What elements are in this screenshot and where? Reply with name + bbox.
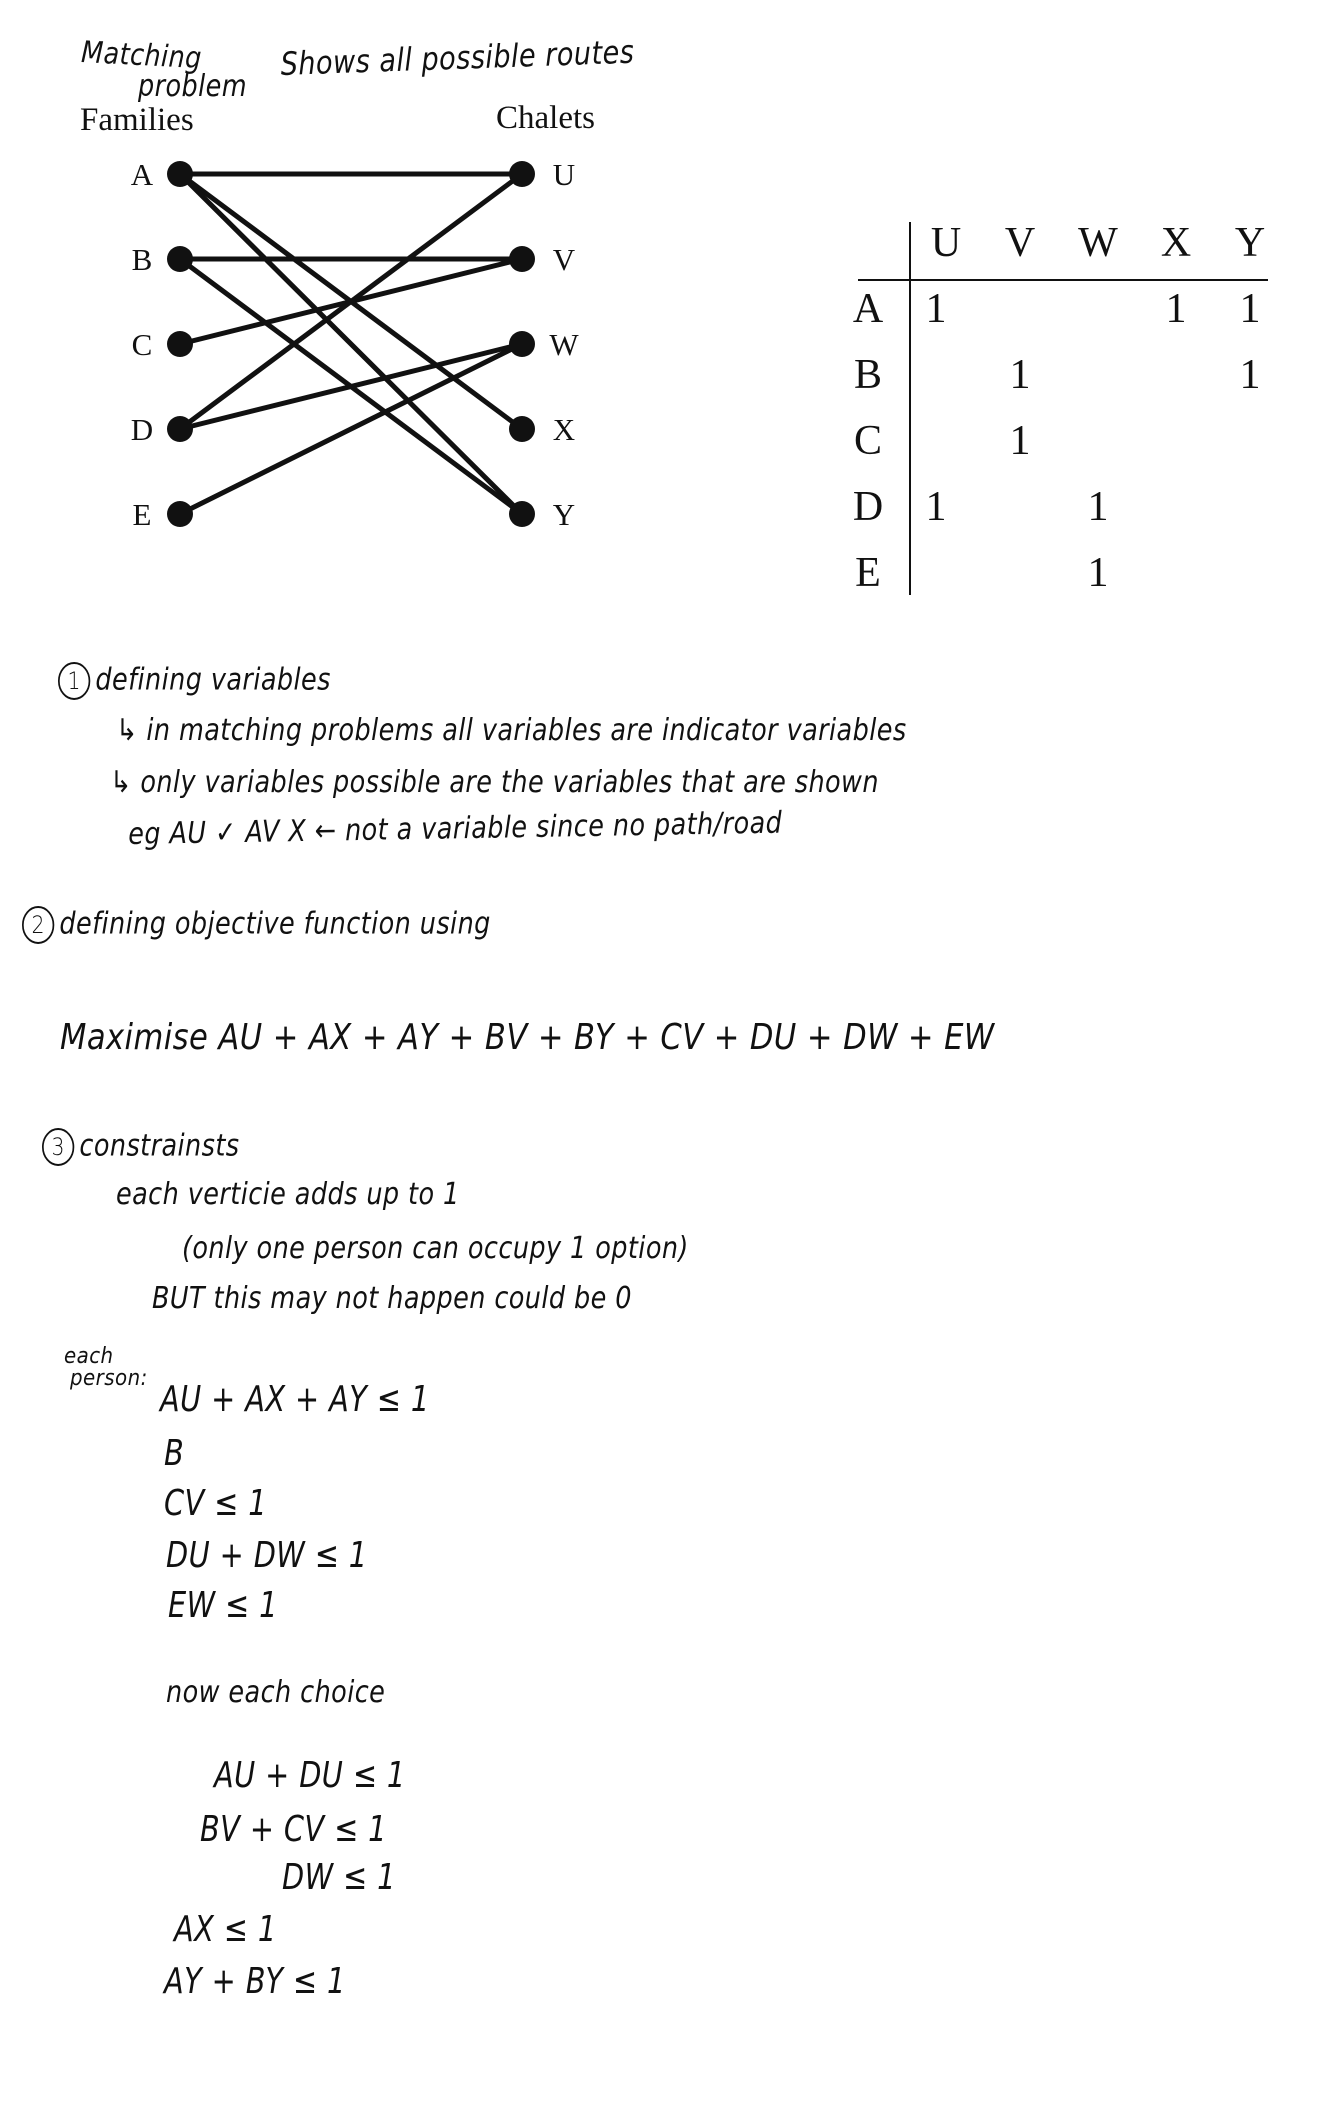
vertex-label-C: C	[131, 327, 153, 362]
table-col-header-X: X	[1160, 220, 1192, 266]
choice-constraint-3: DW ≤ 1	[282, 1857, 396, 1898]
table-col-header-Y: Y	[1234, 220, 1266, 266]
person-constraint-3: CV ≤ 1	[164, 1483, 267, 1524]
vertex-label-V: V	[552, 242, 576, 277]
section-2-title: defining objective function using	[59, 906, 491, 942]
heading-matching: Matching	[80, 35, 203, 77]
vertex-label-W: W	[549, 327, 579, 362]
choice-constraint-5: AY + BY ≤ 1	[164, 1961, 346, 2002]
table-col-header-V: V	[1004, 220, 1036, 266]
section-3-heading	[42, 1128, 239, 1166]
section-1-number: 1	[58, 662, 90, 700]
person-constraint-5: EW ≤ 1	[168, 1585, 278, 1626]
choice-constraint-4: AX ≤ 1	[174, 1909, 277, 1950]
person-constraint-1: AU + AX + AY ≤ 1	[160, 1379, 430, 1420]
vertex-label-U: U	[552, 157, 576, 192]
vertex-label-B: B	[131, 242, 153, 277]
section-3-title: constrainsts	[79, 1128, 240, 1164]
heading-problem: problem	[138, 69, 248, 104]
families-label: Families	[80, 102, 194, 138]
vertex-label-X: X	[552, 412, 576, 447]
choice-constraint-1: AU + DU ≤ 1	[214, 1755, 406, 1796]
table-cell-B-Y: 1	[1239, 352, 1261, 398]
table-col-header-U: U	[930, 220, 962, 266]
table-col-header-W: W	[1078, 220, 1118, 266]
section-3-line-1: each verticie adds up to 1	[116, 1177, 460, 1212]
chalets-label: Chalets	[496, 100, 595, 136]
choice-header: now each choice	[166, 1675, 386, 1710]
section-1-line-3: eg AU ✓ AV X ← not a variable since no path/road	[127, 805, 783, 852]
table-row-header-E: E	[855, 550, 881, 596]
table-cell-D-W: 1	[1087, 484, 1109, 530]
section-3-number: 3	[42, 1128, 74, 1166]
vertex-label-D: D	[130, 412, 154, 447]
table-cell-A-U: 1	[925, 286, 947, 332]
each-person-label-1: each	[64, 1344, 114, 1369]
vertex-label-Y: Y	[552, 497, 576, 532]
vertex-label-E: E	[132, 497, 152, 532]
table-row-header-C: C	[853, 418, 882, 464]
choice-constraint-2: BV + CV ≤ 1	[200, 1809, 387, 1850]
each-person-label-2: person:	[70, 1366, 148, 1391]
table-row-header-B: B	[853, 352, 882, 398]
person-constraint-4: DU + DW ≤ 1	[166, 1535, 368, 1576]
objective-function: Maximise AU + AX + AY + BV + BY + CV + DU + DW + EW	[60, 1017, 995, 1058]
table-row-header-D: D	[852, 484, 884, 530]
adjacency-table	[0, 0, 1334, 700]
vertex-label-A: A	[130, 157, 154, 192]
table-cell-A-Y: 1	[1239, 286, 1261, 332]
section-2-heading	[22, 906, 491, 944]
section-1-heading	[58, 662, 331, 700]
table-cell-A-X: 1	[1165, 286, 1187, 332]
section-3-line-2: (only one person can occupy 1 option)	[182, 1231, 689, 1266]
section-2-number: 2	[22, 906, 54, 944]
table-cell-B-V: 1	[1009, 352, 1031, 398]
subtitle-routes: Shows all possible routes	[279, 32, 635, 83]
section-1-line-1: ↳ in matching problems all variables are indicator variables	[116, 713, 907, 748]
section-1-title: defining variables	[95, 662, 331, 698]
table-cell-E-W: 1	[1087, 550, 1109, 596]
section-3-line-3: BUT this may not happen could be 0	[152, 1281, 632, 1316]
table-cell-D-U: 1	[925, 484, 947, 530]
table-row-header-A: A	[852, 286, 884, 332]
table-cell-C-V: 1	[1009, 418, 1031, 464]
section-1-line-2: ↳ only variables possible are the variables that are shown	[110, 765, 879, 800]
person-constraint-2: B	[164, 1433, 185, 1474]
